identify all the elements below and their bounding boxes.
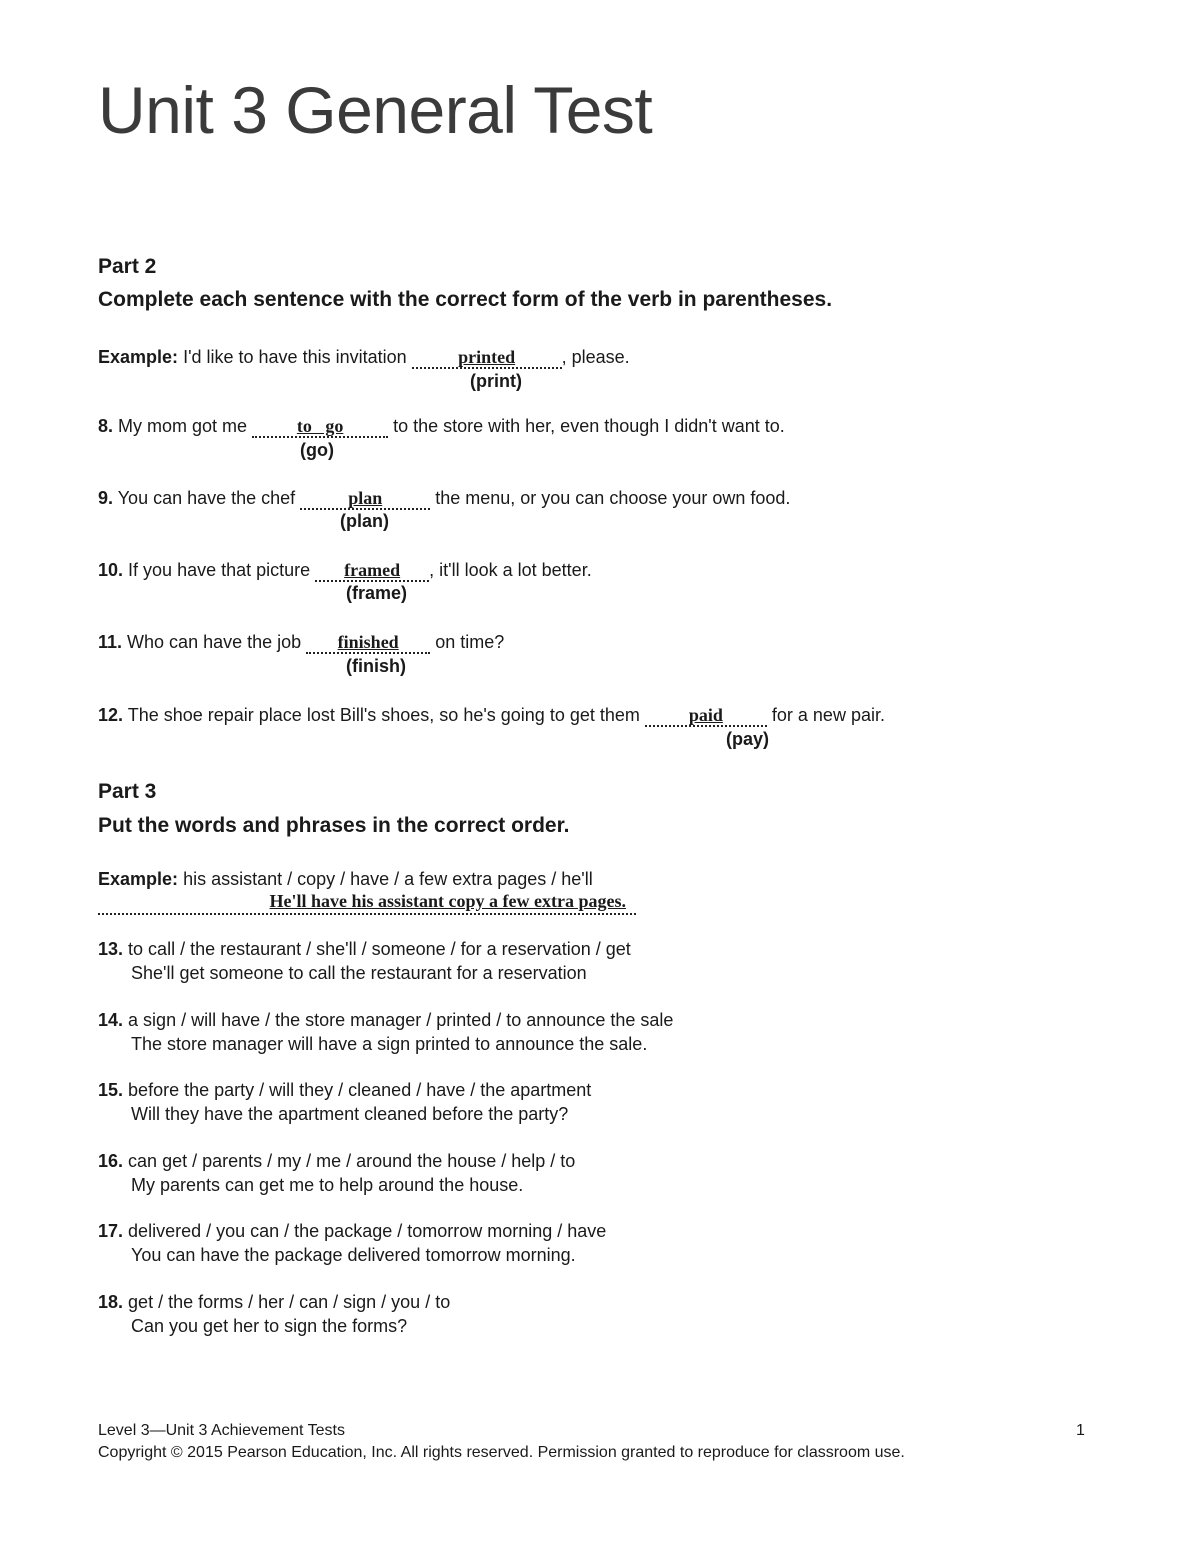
filled-answer: to go (296, 416, 344, 436)
example-answer: He'll have his assistant copy a few extra pages. (269, 891, 626, 911)
page-number: 1 (1076, 1422, 1085, 1439)
item-words: get / the forms / her / can / sign / you / to (128, 1292, 451, 1312)
part3-item (98, 1221, 606, 1242)
item-answer: My parents can get me to help around the house. (131, 1175, 524, 1195)
example-words: his assistant / copy / have / a few extra pages / he'll (183, 869, 593, 889)
item-number: 13. (98, 939, 124, 959)
item-text-before: You can have the chef (117, 488, 296, 508)
item-text-after: to the store with her, even though I didn't want to. (393, 416, 785, 436)
example-label: Example: (98, 869, 179, 889)
item-number: 9. (98, 488, 114, 508)
part2-item (98, 705, 885, 727)
item-answer: Will they have the apartment cleaned before the party? (131, 1104, 569, 1124)
footer-level: Level 3—Unit 3 Achievement Tests (98, 1422, 345, 1439)
item-text-before: My mom got me (118, 416, 248, 436)
filled-answer: paid (688, 705, 723, 725)
filled-answer: finished (337, 632, 399, 652)
answer-blank (300, 489, 430, 510)
item-text-after: on time? (435, 632, 505, 652)
part3-item (98, 939, 631, 960)
item-number: 14. (98, 1010, 124, 1030)
part2-heading: Part 2 (98, 255, 157, 278)
answer-blank (252, 417, 388, 438)
item-answer: The store manager will have a sign printed to announce the sale. (131, 1034, 648, 1054)
part3-heading: Part 3 (98, 780, 157, 803)
item-verb: (pay) (726, 729, 770, 749)
item-number: 18. (98, 1292, 124, 1312)
answer-blank (315, 561, 429, 582)
part3-item (98, 1292, 450, 1313)
filled-answer: framed (344, 560, 401, 580)
example-text-before: I'd like to have this invitation (183, 347, 407, 367)
item-words: before the party / will they / cleaned / have / the apartment (128, 1080, 592, 1100)
page-title: Unit 3 General Test (98, 73, 653, 147)
item-verb: (finish) (346, 656, 406, 676)
part3-instruction: Put the words and phrases in the correct order. (98, 814, 570, 837)
item-answer: Can you get her to sign the forms? (131, 1316, 408, 1336)
item-verb: (plan) (340, 511, 389, 531)
item-number: 10. (98, 560, 124, 580)
item-answer: You can have the package delivered tomorrow morning. (131, 1245, 576, 1265)
item-number: 16. (98, 1151, 124, 1171)
item-text-after: for a new pair. (771, 705, 885, 725)
example-verb: (print) (470, 371, 522, 391)
item-text-after: the menu, or you can choose your own food. (435, 488, 791, 508)
item-verb: (go) (300, 440, 334, 460)
item-words: to call / the restaurant / she'll / someone / for a reservation / get (128, 939, 631, 959)
footer-copyright: Copyright © 2015 Pearson Education, Inc. All rights reserved. Permission granted to reproduce for classroom use. (98, 1444, 905, 1461)
part3-item (98, 1080, 591, 1101)
part2-instruction: Complete each sentence with the correct form of the verb in parentheses. (98, 288, 833, 311)
example-text-after: , please. (561, 347, 630, 367)
item-number: 15. (98, 1080, 124, 1100)
item-text-before: Who can have the job (127, 632, 302, 652)
item-number: 8. (98, 416, 114, 436)
item-number: 17. (98, 1221, 124, 1241)
part2-item (98, 560, 592, 582)
part3-item (98, 1010, 673, 1031)
answer-blank (306, 633, 430, 654)
item-verb: (frame) (346, 583, 408, 603)
example-answer-line (98, 891, 636, 915)
example-answer: printed (458, 347, 516, 367)
item-number: 12. (98, 705, 124, 725)
item-number: 11. (98, 632, 123, 652)
filled-answer: plan (348, 488, 383, 508)
item-text-after: , it'll look a lot better. (429, 560, 592, 580)
item-words: can get / parents / my / me / around the house / help / to (128, 1151, 576, 1171)
item-answer: She'll get someone to call the restaurant for a reservation (131, 963, 587, 983)
item-text-before: If you have that picture (128, 560, 311, 580)
part3-item (98, 1151, 575, 1172)
item-words: a sign / will have / the store manager / printed / to announce the sale (128, 1010, 674, 1030)
part2-example (98, 347, 630, 369)
part2-item (98, 632, 504, 654)
example-label: Example: (98, 347, 179, 367)
example-blank (412, 348, 562, 369)
item-text-before: The shoe repair place lost Bill's shoes, so he's going to get them (127, 705, 640, 725)
answer-blank (645, 706, 767, 727)
part3-example (98, 869, 593, 890)
item-words: delivered / you can / the package / tomorrow morning / have (128, 1221, 607, 1241)
part2-item (98, 416, 785, 438)
part2-item (98, 488, 790, 510)
